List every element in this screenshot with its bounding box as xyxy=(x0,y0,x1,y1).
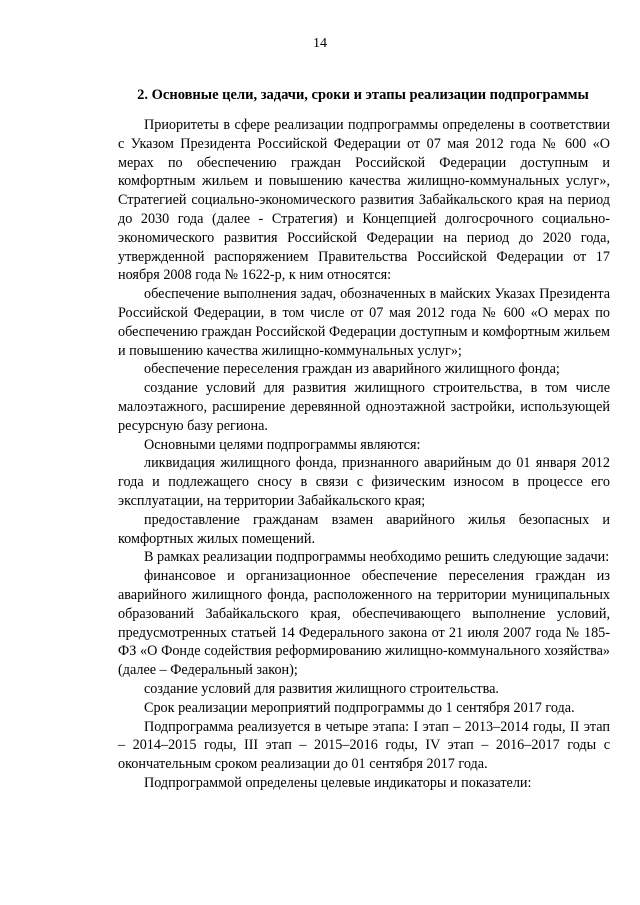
body-text xyxy=(118,116,610,793)
paragraph-task-financing: финансовое и организационное обеспечение переселения граждан из аварийного жилищного фонда, расположенного на территории муниципальных образований Забайкальского края, обеспечивающего выполнение условий, предусмотренных статьей 14 Федерального закона от 21 июля 2007 года № 185-ФЗ «О Фонде содействия реформированию жилищно-коммунального хозяйства» (далее – Федеральный закон); xyxy=(118,568,610,679)
paragraph-task-construction: создание условий для развития жилищного строительства. xyxy=(144,680,499,697)
paragraph-housing-conditions: создание условий для развития жилищного строительства, в том числе малоэтажного, расширение деревянной одноэтажной застройки, использующей ресурсную базу региона. xyxy=(118,380,610,434)
paragraph-goals-intro: Основными целями подпрограммы являются: xyxy=(144,436,421,453)
paragraph-priorities: Приоритеты в сфере реализации подпрограммы определены в соответствии с Указом Президента Российской Федерации от 07 мая 2012 года № 600 «О мерах по обеспечению граждан Российской Федерации доступным и комфортным жильем и повышению качества жилищно-коммунальных услуг», Стратегией социально-экономического развития Забайкальского края на период до 2030 года (далее - Стратегия) и Концепцией долгосрочного социально-экономического развития Российской Федерации на период до 2020 года, утвержденной распоряжением Правительства Российской Федерации от 17 ноября 2008 года № 1622-р, к ним относятся: xyxy=(118,117,610,284)
paragraph-term: Срок реализации мероприятий подпрограммы до 1 сентября 2017 года. xyxy=(144,699,575,716)
paragraph-goal-liquidation: ликвидация жилищного фонда, признанного аварийным до 01 января 2012 года и подлежащего сносу в связи с физическим износом в процессе его эксплуатации, на территории Забайкальского края; xyxy=(118,455,610,509)
paragraph-stages: Подпрограмма реализуется в четыре этапа: I этап – 2013–2014 годы, II этап – 2014–2015 годы, III этап – 2015–2016 годы, IV этап – 2016–2017 годы с окончательным сроком реализации до 01 сентября 2017 года. xyxy=(118,718,610,773)
page-number: 14 xyxy=(313,36,327,51)
paragraph-tasks-intro: В рамках реализации подпрограммы необходимо решить следующие задачи: xyxy=(144,549,610,566)
section-heading: 2. Основные цели, задачи, сроки и этапы реализации подпрограммы xyxy=(137,87,589,103)
paragraph-goal-provision: предоставление гражданам взамен аварийного жилья безопасных и комфортных жилых помещений. xyxy=(118,511,610,547)
paragraph-resettlement: обеспечение переселения граждан из аварийного жилищного фонда; xyxy=(144,361,560,378)
paragraph-decree-tasks: обеспечение выполнения задач, обозначенных в майских Указах Президента Российской Федерации, в том числе от 07 мая 2012 года № 600 «О мерах по обеспечению граждан Российской Федерации доступным и комфортным жильем и повышению качества жилищно-коммунальных услуг»; xyxy=(118,286,610,359)
paragraph-indicators: Подпрограммой определены целевые индикаторы и показатели: xyxy=(144,774,532,791)
